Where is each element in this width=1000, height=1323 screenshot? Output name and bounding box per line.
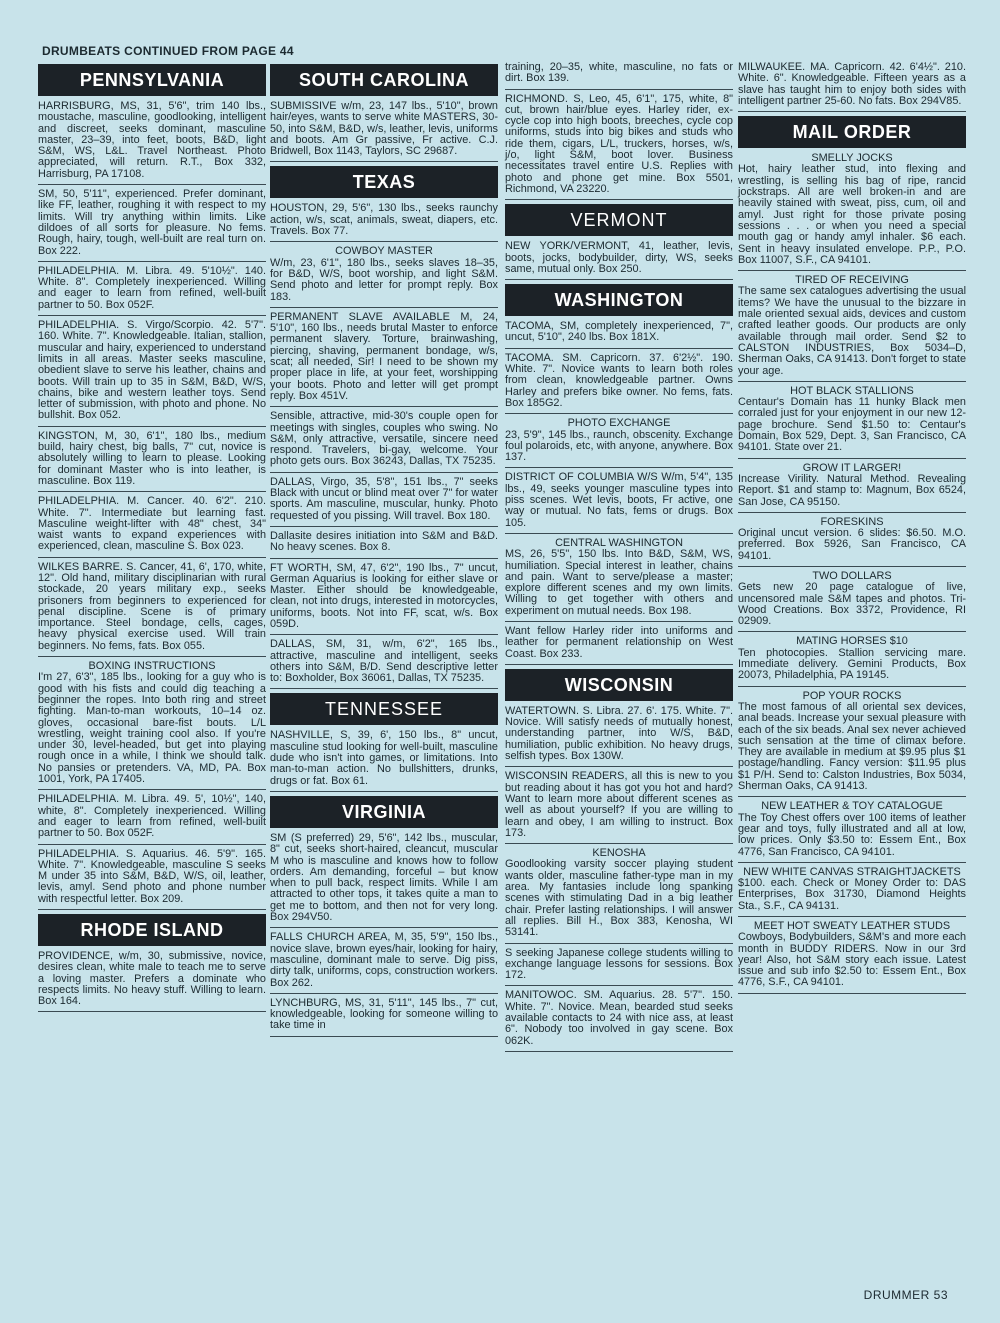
- classified-ad: [38, 431, 266, 492]
- classified-ad: [38, 661, 266, 790]
- ad-text: Centaur's Domain has 11 hunky Black men corraled just for your enjoyment in our new 12-page brochure. Send $1.50 to: Centaur's Domain, Box 529, Dept. 3, San Francisco, CA 94101. State over 21.: [738, 396, 966, 454]
- ad-title: COWBOY MASTER: [335, 245, 433, 258]
- ad-text: PHILADELPHIA. M. Cancer. 40. 6'2". 210. White. 7". Intermediate but learning fast. Masculine weight-lifter with 48" chest, 34" waist wants to expand experiences with experienced, clean, masculine S. Box 023.: [38, 495, 266, 553]
- ad-text: MILWAUKEE. MA. Capricorn. 42. 6'4½". 210. White. 6". Knowledgeable. Fifteen years as a slave has taught him to enjoy both sides with intelligent partner 25-60. No fats. Box 294V85.: [738, 61, 966, 107]
- classified-ad: [505, 418, 733, 468]
- section-header: WASHINGTON: [505, 284, 733, 316]
- classified-ad: [738, 636, 966, 686]
- ad-text: DISTRICT OF COLUMBIA W/S W/m, 5'4", 135 lbs., 49, seeks younger masculine types into piss scenes. Wet levis, boots, Fr active, one way or mutual. No fats, fems or drugs. Box 105.: [505, 471, 733, 529]
- ad-text: Cowboys, Bodybuilders, S&M's and more each month in BUDDY RIDERS. Now in our 3rd year! Also, hot S&M story each issue. Latest issue and sub info $2.50 to: Essem Ent., Box 4776, S.F., CA 94101.: [738, 931, 966, 989]
- ad-title: BOXING INSTRUCTIONS: [88, 660, 216, 673]
- ad-title: POP YOUR ROCKS: [802, 689, 902, 702]
- ad-text: The Toy Chest offers over 100 items of leather gear and toys, fully illustrated and all at low, low prices. Only $3.50 to: Essem Ent., Box 4776, San Francisco, CA 94101.: [738, 811, 966, 858]
- classified-ad: [738, 517, 966, 567]
- ad-text: WILKES BARRE. S. Cancer, 41, 6', 170, white, 12". Old hand, military disciplinarian with rural stockade, 20 years military exp., seeks prisoners from beginners to experienced for penal discipline. Scene is of primary importance. Steel bondage, cells, cages, heavy physical exercise used. Will train beginners. No fems, fats. Box 055.: [38, 560, 266, 652]
- ad-text: HARRISBURG, MS, 31, 5'6", trim 140 lbs., moustache, masculine, goodlooking, intelligent and discreet, seeks dominant, masculine master, 23–39, into feet, boots, B&D, light S&M, WS, L&L. Travel Northeast. Photo appreciated, will return. R.T., Box 332, Harrisburg, PA 17108.: [38, 100, 266, 180]
- ad-text: PHILADELPHIA. M. Libra. 49. 5'10½". 140. White. 8". Completely inexperienced. Willing and eager to learn from refined, well-built partner to 50. Box 052F.: [38, 264, 266, 311]
- ad-title: FORESKINS: [820, 515, 884, 528]
- classified-ad: [270, 312, 498, 407]
- ad-title: TWO DOLLARS: [812, 569, 892, 582]
- classified-ad: [270, 101, 498, 162]
- section-header: TENNESSEE: [270, 693, 498, 725]
- classified-ad: [738, 62, 966, 112]
- ad-text: Original uncut version. 6 slides: $6.50. M.O. preferred. Box 5926, San Francisco, CA 94101.: [738, 527, 966, 562]
- ad-title: SMELLY JOCKS: [811, 152, 893, 165]
- classified-ad: [505, 848, 733, 943]
- ad-text: Gets new 20 page catalogue of live, uncensored male S&M tapes and photos. Tri-Wood Creations. Box 3372, Providence, RI 02909.: [738, 581, 966, 628]
- ad-text: MANITOWOC. SM. Aquarius. 28. 5'7". 150. White. 7". Novice. Mean, bearded stud seeks available contacts to 24 with nice ass, at least 6". Nobody too involved in gay scene. Box 062K.: [505, 989, 733, 1047]
- section-header: PENNSYLVANIA: [38, 64, 266, 96]
- ad-text: KINGSTON, M, 30, 6'1", 180 lbs., medium build, hairy chest, big balls, 7" cut, novice is absolutely willing to learn to please. Looking for dominant Master who is into leather, is masculine. Box 119.: [38, 429, 266, 487]
- section-header: WISCONSIN: [505, 669, 733, 701]
- classified-ad: [738, 571, 966, 632]
- ad-text: Goodlooking varsity soccer playing student wants older, masculine father-type man in my area. My fantasies include long spanking scenes with stimulating Dad in a big leather chair. Prefer lasting relationships. I will answer all replies. Bill H., Box 383, Kenosha, WI 53141.: [505, 858, 733, 939]
- classified-ad: [505, 94, 733, 201]
- ad-text: S seeking Japanese college students willing to exchange language lessons for sessions. Box 172.: [505, 946, 733, 982]
- ad-text: The most famous of all oriental sex devices, anal beads. Increase your sexual pleasure with each of the six beads. Anal sex never achieved such sensation at the time of climax before. They are available in medium at $9.95 plus $1 postage/handling. Fancy version: $11.95 plus $1 P/H. Send to: Calston Industries, Box 5034, Sherman Oaks, CA 91413.: [738, 700, 966, 793]
- classified-ad: [270, 531, 498, 559]
- section-header: VIRGINIA: [270, 796, 498, 828]
- ad-text: NEW YORK/VERMONT, 41, leather, levis, boots, jocks, bodybuilder, dirty, WS, seeks same, mutual only. Box 250.: [505, 240, 733, 275]
- classified-ad: [738, 921, 966, 994]
- classified-ad: [38, 266, 266, 316]
- classified-ad: [505, 990, 733, 1051]
- classified-ad: [505, 948, 733, 987]
- classified-ad: [270, 932, 498, 993]
- ad-text: SM (S preferred) 29, 5'6", 142 lbs., muscular, 8" cut, seeks short-haired, cleancut, muscular M who is masculine and knows how to follow orders. Am demanding, forceful – but know when to pull back, respect limits. While I am attracted to other tops, it takes quite a man to get me to bottom, and then not for very long. Box 294V50.: [270, 831, 498, 924]
- ad-title: KENOSHA: [592, 847, 646, 860]
- classified-ad: [505, 62, 733, 90]
- classified-ad: [38, 562, 266, 657]
- classified-ad: [505, 771, 733, 844]
- classified-ad: [505, 706, 733, 767]
- classified-ad: [270, 477, 498, 527]
- classified-ad: [505, 538, 733, 622]
- classified-ad: [270, 563, 498, 636]
- ad-text: $100. each. Check or Money Order to: DAS Enterprises, Box 31730, Diamond Heights Sta., S.F., CA 94131.: [738, 877, 966, 912]
- classified-ad: [38, 101, 266, 185]
- classified-ad: [38, 849, 266, 910]
- ad-title: PHOTO EXCHANGE: [567, 417, 671, 430]
- ad-text: training, 20–35, white, masculine, no fats or dirt. Box 139.: [505, 61, 733, 85]
- classified-ad: [738, 691, 966, 798]
- ad-text: FALLS CHURCH AREA, M, 35, 5'9", 150 lbs., novice slave, brown eyes/hair, looking for hairy, masculine, dominant male to serve. Dig piss, dirty talk, uniforms, cops, construction workers. Box 262.: [270, 931, 498, 989]
- ad-text: WISCONSIN READERS, all this is new to you but reading about it has got you hot and hard? Want to learn more about different scenes as well as about yourself? If you are willing to learn and obey, I am willing to instruct. Box 173.: [505, 770, 733, 839]
- section-header: SOUTH CAROLINA: [270, 64, 498, 96]
- classified-ad: [38, 320, 266, 427]
- ad-text: HOUSTON, 29, 5'6", 130 lbs., seeks raunchy action, w/s, scat, animals, sweat, diapers, etc. Travels. Box 77.: [270, 202, 498, 238]
- ad-text: I'm 27, 6'3", 185 lbs., looking for a guy who is good with his fists and could dig teaching a beginner the ropes. Into both ring and street fighting. Man-to-man workouts, 10–14 oz. gloves, occasional bare-fist bouts. L/L wrestling, weight training cool also. If you're under 30, level-headed, but get into playing rough once in a while, I think we should talk. No pansies or pretenders. VA, MD, PA. Box 1001, York, PA 17405.: [38, 671, 266, 786]
- ad-text: PERMANENT SLAVE AVAILABLE M, 24, 5'10", 160 lbs., needs brutal Master to enforce permanent slavery. Torture, brainwashing, piercing, shaving, permanent bondage, w/s, scat; all needed, Sir! I need to be shown my proper place in life, at your feet, worshipping your boots. Photo and letter will get prompt reply. Box 451V.: [270, 310, 498, 402]
- column-4: [738, 62, 966, 998]
- ad-title: NEW WHITE CANVAS STRAIGHTJACKETS: [743, 865, 961, 878]
- ad-text: MS, 26, 5'5", 150 lbs. Into B&D, S&M, WS, humiliation. Special interest in leather, chains and pain. Want to serve/please a master; explore different scenes and my own limits. Willing to get together with others and experiment on mutual needs. Box 198.: [505, 548, 733, 617]
- section-header: VERMONT: [505, 204, 733, 236]
- ad-text: TACOMA, SM, completely inexperienced, 7", uncut, 5'10", 240 lbs. Box 181X.: [505, 320, 733, 344]
- classified-ad: [738, 386, 966, 459]
- ad-text: Dallasite desires initiation into S&M and B&D. No heavy scenes. Box 8.: [270, 529, 498, 554]
- ad-text: PROVIDENCE, w/m, 30, submissive, novice, desires clean, white male to teach me to serve a loving master. Prefers a dominate who respects limits. No heavy stuff. Willing to learn. Box 164.: [38, 950, 266, 1008]
- ad-text: Ten photocopies. Stallion servicing mare. Immediate delivery. Gemini Products, Box 20073, Philadelphia, PA 19145.: [738, 646, 966, 682]
- classified-ad: [505, 472, 733, 533]
- classified-ad: [505, 626, 733, 665]
- ad-title: MEET HOT SWEATY LEATHER STUDS: [753, 920, 951, 932]
- page-footer: DRUMMER 53: [863, 1288, 948, 1302]
- ad-text: PHILADELPHIA. S. Aquarius. 46. 5'9". 165. White. 7". Knowledgeable, masculine S seeks M under 35 into S&M, B&D, W/S, oil, leather, levis, amyl. Send photo and phone number with respectful letter. Box 209.: [38, 847, 266, 905]
- ad-text: SM, 50, 5'11", experienced. Prefer dominant, like FF, leather, roughing it with respect to my limits. Will try anything within limits. Like dildoes of all sorts for pleasure. No fems. Rough, hairy, tough, well-built are real turn on. Box 222.: [38, 188, 266, 257]
- classified-ad: [505, 353, 733, 414]
- page-header: DRUMBEATS CONTINUED FROM PAGE 44: [42, 44, 294, 58]
- ad-text: PHILADELPHIA. S. Virgo/Scorpio. 42. 5'7". 160. White. 7". Knowledgeable. Italian, stallion, muscular and hairy, experienced to understand limits in all areas. Master seeks masculine, obedient slave to serve his leather, chains and boots. Will train up to 35 in S&M, B&D, W/S, chains, bike and western leather toys. Send letter of submission, with photo and phone. No bullshit. Box 052.: [38, 319, 266, 422]
- section-header: MAIL ORDER: [738, 116, 966, 148]
- section-header: TEXAS: [270, 166, 498, 198]
- ad-text: The same sex catalogues advertising the usual items? We have the unusual to the bizzare in male oriented sexual aids, devices and custom crafted leather goods. Our products are only available through mail order. Send $2 to CALSTON INDUSTRIES, Box 5034–D, Sherman Oaks, CA 91413. Don't forget to state your age.: [738, 285, 966, 377]
- classified-ad: [270, 411, 498, 472]
- classified-ad: [270, 730, 498, 791]
- ad-text: WATERTOWN. S. Libra. 27. 6'. 175. White. 7". Novice. Will satisfy needs of mutually honest, understanding partner, into W/S, B&D, humiliation, public exhibition. No heavy drugs, selfish types. Box 130W.: [505, 704, 733, 763]
- classified-ad: [270, 998, 498, 1037]
- classified-ad: [505, 241, 733, 280]
- classified-ad: [38, 189, 266, 262]
- classified-ad: [270, 246, 498, 307]
- ad-text: W/m, 23, 6'1", 180 lbs., seeks slaves 18–35, for B&D, W/S, boot worship, and light S&M. Send photo and letter for prompt reply. Box 183.: [270, 256, 498, 303]
- classified-ad: [505, 321, 733, 349]
- ad-text: Sensible, attractive, mid-30's couple open for meetings with singles, couples who swing. No S&M, only attractive, versatile, sincere need respond. Travelers, bi-gay, welcome. Your photo gets ours. Box 36243, Dallas, TX 75235.: [270, 410, 498, 468]
- classified-ad: [738, 867, 966, 917]
- ad-text: RICHMOND. S, Leo, 45, 6'1", 175, white, 8" cut, brown hair/blue eyes. Harley rider, ex-cycle cop into high boots, breeches, cycle cop uniforms, studs into big bikes and studs who ride them, cigars, L/L, truckers, horses, w/s, j/o, light S&M, boot lover. Business necessitates travel entire U.S. Replies with photo and phone get mine. Box 5501, Richmond, VA 23220.: [505, 92, 733, 195]
- classified-ad: [738, 463, 966, 513]
- column-2: [270, 62, 498, 1041]
- classified-ad: [38, 951, 266, 1012]
- ad-title: TIRED OF RECEIVING: [795, 274, 909, 287]
- ad-text: DALLAS, Virgo, 35, 5'8", 151 lbs., 7" seeks Black with uncut or blind meat over 7" for water sports. Am masculine, muscular, hunky. Photo requested of you pissing. Will travel. Box 180.: [270, 475, 498, 522]
- classified-ad: [738, 275, 966, 382]
- ad-title: MATING HORSES $10: [796, 635, 908, 648]
- ad-text: Hot, hairy leather stud, into flexing and wrestling, is selling his bag of ripe, rancid jockstraps. All are well broken-in and are heavily stained with sweat, piss, cum, oil and amyl. Just right for those private posing sessions . . . or when you need a special mouth gag or handy amyl inhaler. $6 each. Sent in heavy insulated envelope. P.P., P.O. Box 11007, S.F., CA 94101.: [738, 163, 966, 266]
- ad-title: HOT BLACK STALLIONS: [790, 384, 914, 397]
- ad-text: DALLAS, SM, 31, w/m, 6'2", 165 lbs., attractive, masculine and intelligent, seeks others into S&M, B/D. Send descriptive letter to: Boxholder, Box 36061, Dallas, TX 75235.: [270, 638, 498, 685]
- ad-text: FT WORTH, SM, 47, 6'2", 190 lbs., 7" uncut, German Aquarius is looking for either slave or Master. Either should be knowledgeable, clean, not into drugs, interested in motorcycles, uniforms, boots. Not into FF, scat, w/s. Box 059D.: [270, 561, 498, 630]
- classified-ad: [270, 833, 498, 928]
- ad-title: GROW IT LARGER!: [802, 461, 902, 474]
- ad-text: Increase Virility. Natural Method. Revealing Report. $1 and stamp to: Magnum, Box 6524, San Jose, CA 95150.: [738, 472, 966, 508]
- section-header: RHODE ISLAND: [38, 914, 266, 946]
- classified-ad: [270, 639, 498, 689]
- column-3: [505, 62, 733, 1056]
- ad-text: LYNCHBURG, MS, 31, 5'11", 145 lbs., 7" cut, knowledgeable, looking for someone willing to take time in: [270, 996, 498, 1032]
- ad-text: Want fellow Harley rider into uniforms and leather for permanent relationship on West Coast. Box 233.: [505, 624, 733, 660]
- classified-ad: [738, 801, 966, 862]
- ad-text: SUBMISSIVE w/m, 23, 147 lbs., 5'10", brown hair/eyes, wants to serve white MASTERS, 30-50, into S&M, B&D, w/s, leather, levis, uniforms and boots. Am Gr passive, Fr active. C.J. Bridwell, Box 1143, Taylors, SC 29687.: [270, 100, 498, 158]
- column-1: [38, 62, 266, 1016]
- ad-text: TACOMA. SM. Capricorn. 37. 6'2½". 190. White. 7". Novice wants to learn both roles from clean, knowledgeable partner. Owns Harley and prefers bike owner. No fems, fats. Box 185G2.: [505, 351, 733, 409]
- classified-ad: [270, 203, 498, 242]
- ad-title: CENTRAL WASHINGTON: [555, 536, 683, 549]
- ad-title: NEW LEATHER & TOY CATALOGUE: [761, 800, 943, 813]
- classified-ad: [38, 496, 266, 557]
- classified-ad: [738, 153, 966, 271]
- ad-text: PHILADELPHIA. M. Libra. 49. 5', 10½", 140, white, 8". Completely inexperienced. Willing and eager to learn from refined, well-built partner to 50. Box 052F.: [38, 793, 266, 840]
- ad-text: 23, 5'9", 145 lbs., raunch, obscenity. Exchange foul polaroids, etc, with anyone, anywhere. Box 137.: [505, 428, 733, 464]
- ad-text: NASHVILLE, S, 39, 6', 150 lbs., 8" uncut, masculine stud looking for well-built, masculine dude who isn't into games, or limitations. Into man-to-man action. No bullshitters, drunks, drugs or fat. Box 61.: [270, 729, 498, 787]
- classified-ad: [38, 794, 266, 844]
